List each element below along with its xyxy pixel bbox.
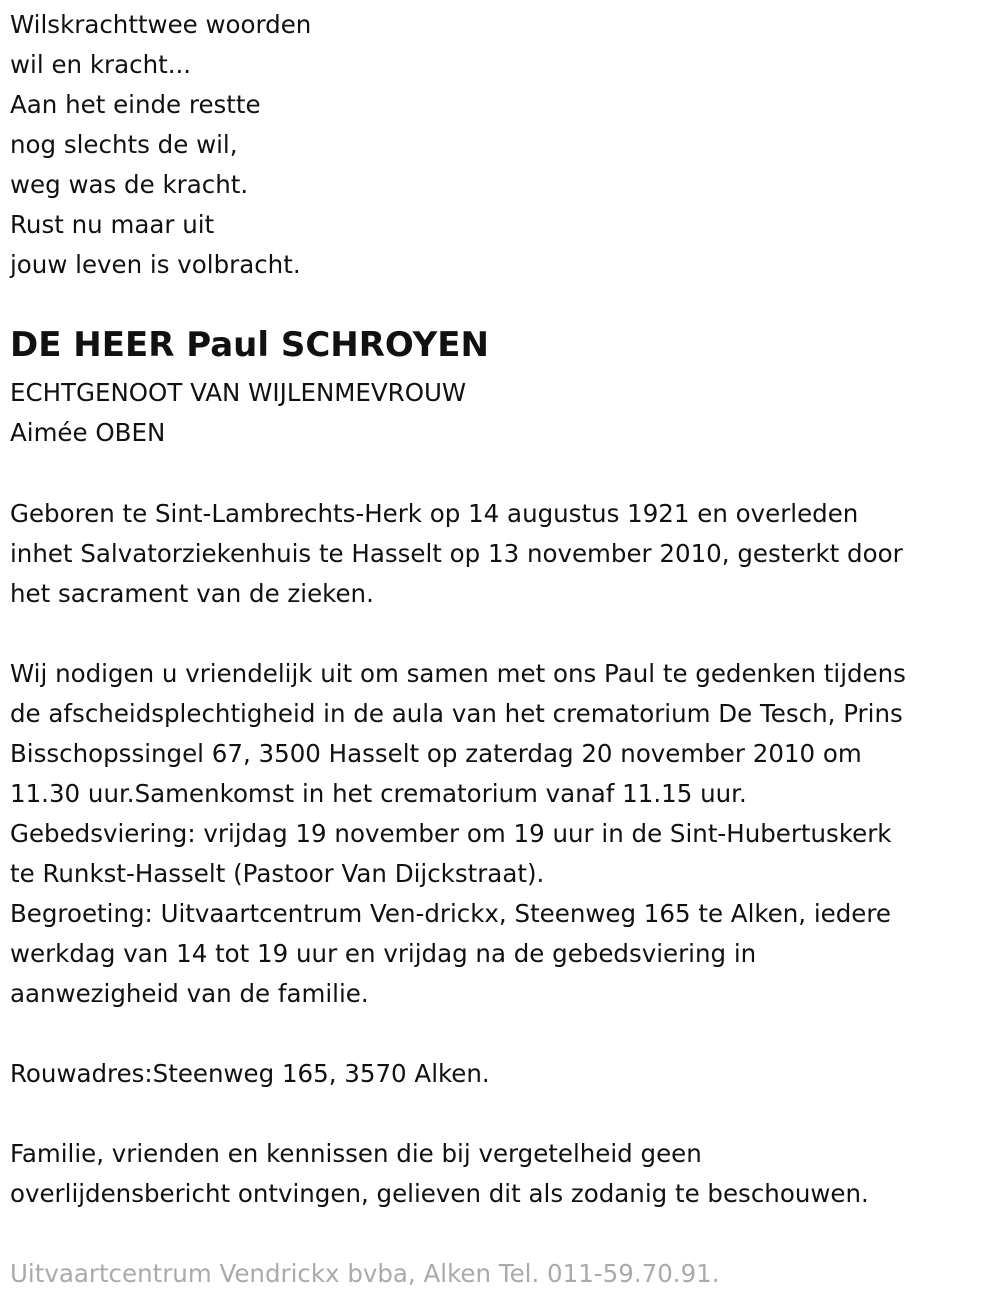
text-line: Geboren te Sint-Lambrechts-Herk op 14 augustus 1921 en overleden [10,499,859,528]
text-line: overlijdensbericht ontvingen, gelieven dit als zodanig te beschouwen. [10,1179,869,1208]
birth-death-paragraph [10,494,903,614]
spouse-line: ECHTGENOOT VAN WIJLENMEVROUW [10,378,467,407]
text-line: de afscheidsplechtigheid in de aula van het crematorium De Tesch, Prins [10,699,903,728]
text-line: aanwezigheid van de familie. [10,979,369,1008]
text-line: Wij nodigen u vriendelijk uit om samen met ons Paul te gedenken tijdens [10,659,906,688]
text-line: Begroeting: Uitvaartcentrum Ven-drickx, Steenweg 165 te Alken, iedere [10,899,891,928]
poem-line: jouw leven is volbracht. [10,250,301,279]
poem-line: Aan het einde restte [10,90,261,119]
poem-line: Rust nu maar uit [10,210,215,239]
text-line: Bisschopssingel 67, 3500 Hasselt op zaterdag 20 november 2010 om [10,739,862,768]
text-line: inhet Salvatorziekenhuis te Hasselt op 13 november 2010, gesterkt door [10,539,903,568]
spouse-info [10,373,466,453]
deceased-name: DE HEER Paul SCHROYEN [10,325,489,365]
text-line: 11.30 uur.Samenkomst in het crematorium vanaf 11.15 uur. [10,779,747,808]
text-line: Rouwadres:Steenweg 165, 3570 Alken. [10,1059,490,1088]
poem [10,5,311,285]
mourning-address [10,1054,490,1094]
spouse-line: Aimée OBEN [10,418,166,447]
text-line: werkdag van 14 tot 19 uur en vrijdag na de gebedsviering in [10,939,757,968]
text-line: het sacrament van de zieken. [10,579,374,608]
text-line: Familie, vrienden en kennissen die bij vergetelheid geen [10,1139,702,1168]
text-line: Gebedsviering: vrijdag 19 november om 19 uur in de Sint-Hubertuskerk [10,819,892,848]
poem-line: weg was de kracht. [10,170,249,199]
notice-paragraph [10,1134,869,1214]
poem-line: wil en kracht... [10,50,192,79]
invitation-paragraph [10,654,906,1014]
poem-line: nog slechts de wil, [10,130,238,159]
text-line: te Runkst-Hasselt (Pastoor Van Dijckstraat). [10,859,545,888]
poem-line: Wilskrachttwee woorden [10,10,312,39]
footer-text: Uitvaartcentrum Vendrickx bvba, Alken Tel. 011-59.70.91. [10,1259,720,1288]
funeral-home-footer [10,1254,720,1294]
